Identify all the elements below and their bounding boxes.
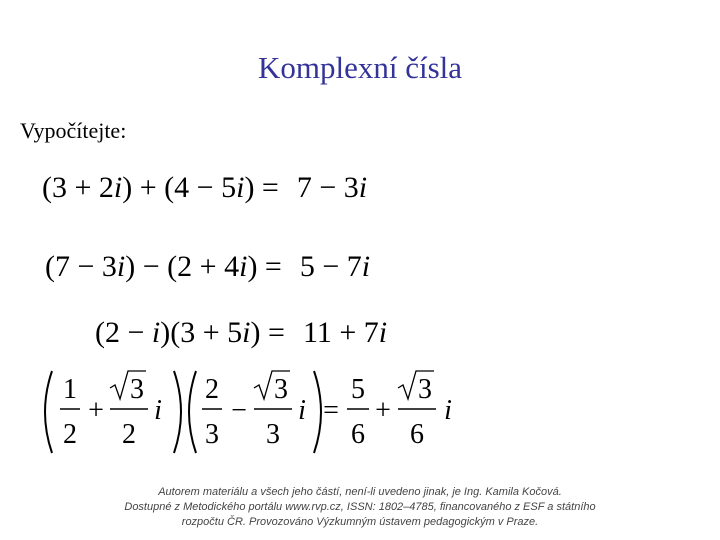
eq2-mid: ) − (2 + 4 [125,250,240,283]
imag-unit: i [236,171,245,204]
imag-unit: i [239,250,248,283]
frac2-num: 3 [130,374,144,405]
minus-sign: − [231,395,247,426]
right-paren-close [314,371,321,453]
eq2-result: 5 − 7 [299,250,362,283]
imag-unit: i [378,316,388,349]
plus-sign: + [88,395,104,426]
imag-unit: i [113,171,123,204]
imag-unit: i [151,316,161,349]
equation-addition [42,173,367,203]
eq2-left: (7 − 3 [45,250,117,283]
equation-subtraction [45,252,370,282]
equation-multiplication [95,318,387,348]
eq3-mid: )(3 + 5 [160,316,243,349]
eq3-result: 11 + 7 [302,316,379,349]
imag-unit: i [154,395,162,426]
eq3-left: (2 − [95,316,152,349]
frac5-num: 5 [351,374,365,405]
footer-line: Autorem materiálu a všech jeho částí, není-li uvedeno jinak, je Ing. Kamila Kočová. [158,486,562,498]
plus-sign: + [375,395,391,426]
equals-sign: = [323,395,339,426]
slide-title: Komplexní čísla [257,50,463,85]
eq1-end: ) = [244,171,279,204]
right-paren-open [189,371,196,453]
frac1-den: 2 [63,419,77,450]
footer-line: Dostupné z Metodického portálu www.rvp.cz, ISSN: 1802–4785, financovaného z ESF a státního [124,501,596,513]
equation-fractions [36,365,466,460]
frac3-num: 2 [205,374,219,405]
eq3-end: ) = [250,316,285,349]
frac5-den: 6 [351,419,365,450]
instruction-text: Vypočítejte: [20,118,127,143]
frac6-den: 6 [410,419,424,450]
footer-credits [0,485,720,530]
eq1-left: (3 + 2 [42,171,114,204]
frac2-den: 2 [122,419,136,450]
imag-unit: i [242,316,251,349]
eq1-mid: ) + (4 − 5 [122,171,237,204]
frac4-num: 3 [274,374,288,405]
left-paren-open [45,371,52,453]
imag-unit: i [444,395,452,426]
footer-line: rozpočtu ČR. Provozováno Výzkumným ústavem pedagogickým v Praze. [181,516,539,528]
imag-unit: i [298,395,306,426]
frac1-num: 1 [63,374,77,405]
imag-unit: i [361,250,371,283]
eq2-end: ) = [247,250,282,283]
frac3-den: 3 [205,419,219,450]
imag-unit: i [116,250,126,283]
left-paren-close [174,371,181,453]
eq1-result: 7 − 3 [296,171,359,204]
frac4-den: 3 [266,419,280,450]
imag-unit: i [358,171,368,204]
frac6-num: 3 [418,374,432,405]
